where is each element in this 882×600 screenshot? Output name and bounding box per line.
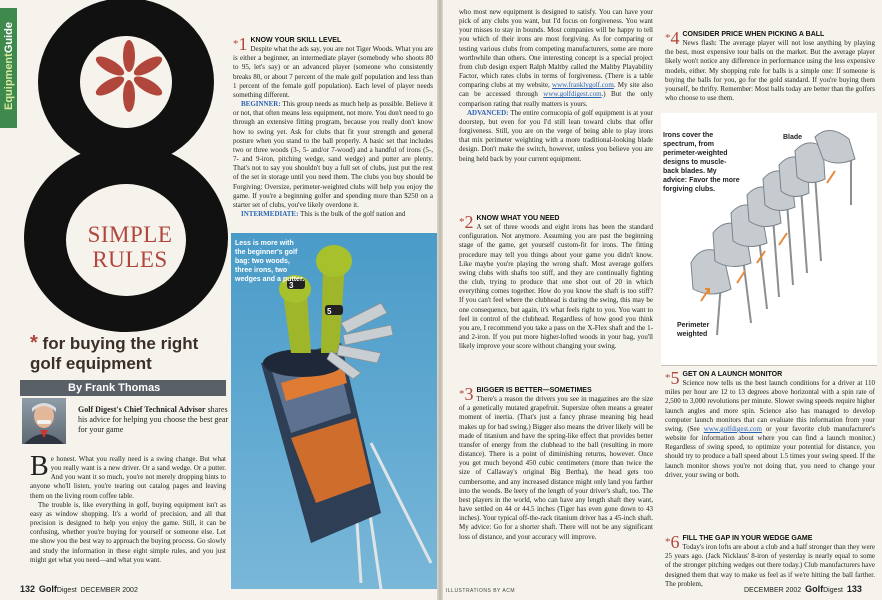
label-perimeter-weighted: Perimeter weighted [677, 322, 710, 338]
footer-left: 132 GolfDigest DECEMBER 2002 [20, 584, 138, 594]
rule-5: *5 GET ON A LAUNCH MONITOR Science now tells us the best launch conditions for a driver at 110 miles per hour are 12 to 13 degrees above horizontal with a spin rate of 2,500 to 3,000 revolutions per minute. Slower swing speeds require higher launch angles and more spin. Science also has managed to develop computer launch monitors that can evaluate this information from your swing. (See www.golfdigest.com or your favorite club manufacturer's website for information about where you can find a launch monitor.) Regardless of swing speed, to optimize your potential for distance, you should try to produce a ball speed about 1.5 times your swing speed. If the launch monitor shows you're not doing that, you need to change your driver, your swing or both. [665, 368, 876, 479]
author-portrait [22, 398, 66, 444]
link-golfdigest[interactable]: www.golfdigest.com [543, 90, 602, 99]
label-blade: Blade [783, 134, 803, 141]
equipment-guide-label: EquipmentGuide [3, 22, 15, 111]
big-eight-numeral [18, 0, 233, 334]
wood-label-3: 3 [289, 281, 294, 290]
illustration-credit: ILLUSTRATIONS BY ACM [446, 588, 515, 594]
link-franklygolf[interactable]: www.franklygolf.com [552, 81, 614, 90]
intro-text: Be honest. What you really need is a swing change. But what you really want is a new driver. Or a sand wedge. Or a putter. And you want it so much, you're not merely dropping hints to anyone who'll listen, you're tearing out catalog pages and leaving them on the living room coffee table. The trouble is, like everything in golf, buying equipment isn't as easy as window shopping. It's a world of precision, and all that precision is designed to help you enjoy the game. Still, it can be confusing, whether you're buying for yourself or someone else. Let me show you the best way to approach the buying process. Go slowly and study the information in these eight simple rules, and you just might get what you need—and what you want. [30, 451, 226, 564]
link-golfdigest-2[interactable]: www.golfdigest.com [703, 424, 762, 433]
page-gutter [437, 0, 443, 600]
headline: * for buying the right golf equipment [30, 332, 199, 373]
rule-1-continued: who most new equipment is designed to satisfy. You can have your pick of any clubs you want, but I'd focus on forgiveness. You want your misses to stay in bounds. Most companies will be happy to tell you which of their irons are most forgiving. As for comparing or testing various clubs from competing manufacturers, some are more worthwhile than others. One interesting concept is a special project from club design expert Ralph Maltby called the Maltby Playability Factor, which rates clubs in terms of forgiveness. (There is a table comparing clubs at my website, www.franklygolf.com. My site also can be accessed through www.golfdigest.com.) But the only comparison rating that really matters is yours. ADVANCED: The entire cornucopia of golf equipment is at your doorstep, but even for you I'd still lean toward clubs that offer forgiveness. Still, you are on the verge of being able to play irons that mix perimeter weighting with a more traditional-looking blade design. Don't make the switch, however, unless you believe you are being held back by your current equipment. [459, 8, 654, 163]
rule-6: *6 FILL THE GAP IN YOUR WEDGE GAME Today's iron lofts are about a club and a half stronger than they were 25 years ago. (Jack Nicklaus' 8-iron of yesterday is nearly equal to some of the stronger pitching wedges out there today.) Club manufacturers have designed them that way to make us feel as if we're hitting the ball farther. The problem, [665, 532, 875, 588]
rule-1: *1 KNOW YOUR SKILL LEVEL Despite what the ads say, you are not Tiger Woods. What you are is either a beginner, an intermediate player (somebody who shoots 80 to 95, let's say) or an advanced player (someone who consistently breaks 80, or about 7 percent of the male golf population and less than 1 percent of the female golf population). Each level of player needs something different. BEGINNER: This group needs as much help as possible. Believe it or not, that often means less equipment, not more. You don't need to go through an extensive fitting program, because you really don't know how to swing yet. Ask for clubs that fit your strength and general posture when you stand to the ball properly. A basic set that includes two or three woods (3-, 5- and/or 7-wood) and a handful of irons (5-, 7- and 9-iron, pitching wedge, sand wedge) and putter are plenty. That's not to say you shouldn't buy a full set of clubs, just put the rest of the set in storage until you need them. The clubs you buy should be Forgiving: Oversize, perimeter-weighted clubs will help you enjoy the game. If you're a beginning golfer and spending more than $250 on a starter set of clubs, you've likely overdone it. INTERMEDIATE: This is the bulk of the golf nation and [233, 34, 434, 218]
byline: By Frank Thomas [20, 380, 226, 396]
rule-2: *2 KNOW WHAT YOU NEED A set of three woods and eight irons has been the standard configuration. Not anymore. Assuming you are past the beginning stage of the game, get yourself custom-fit for irons. The fitting procedure may tell you things about your game you didn't know. Like maybe you're playing the wrong shaft. Most average golfers swing clubs with shafts too stiff, and they are continually fighting the club, trying to produce that one shot out of 20 in which everything comes together. How do you know the shaft is too stiff? If you can't feel where the clubhead is during the swing, this may be one consequence, but again, it's what feels right to you. You want to feel in control of the clubhead. Regardless of how good you think you are, I recommend you take a pass on the X-Flex shaft and the 1- and 2-iron. If you put more higher-lofted woods in your bag, you'll likely improve your score without changing your swing. [459, 212, 653, 351]
fairway-wood-head-2 [316, 245, 352, 277]
iron-spectrum-graphic [661, 113, 877, 366]
rule-4: *4 CONSIDER PRICE WHEN PICKING A BALL News flash: The average player will not lose anything by playing the best, most expensive tour balls on the market. But the average player likely won't notice any difference in performance using the less expensive models, either. My shopping rule for balls is a simple one: If someone is buying the balls for you, go for the gold standard. If you're buying them yourself, be thrifty. Remember: Most balls today are better than the golfers who choose to use them. [665, 28, 875, 103]
golf-bag-photo [231, 233, 437, 589]
iron-graphic-caption: Irons cover the spectrum, from perimeter-weighted designs to muscle-back blades. My advice: Favor the more forgiving clubs. [663, 132, 740, 193]
photo-caption: Less is more with the beginner's golf bag: two woods, three irons, two wedges and a putter. [235, 240, 305, 283]
author-bio: Golf Digest's Chief Technical Advisor shares his advice for helping you choose the best gear for your game [78, 405, 229, 434]
wood-label-5: 5 [327, 307, 332, 316]
rule-3: *3 BIGGER IS BETTER—SOMETIMES There's a reason the drivers you see in magazines are the size of a genetically mutated grapefruit. Supersize often means a greater moment of inertia. (That's just a fancy phrase meaning big head makes up for bad swing.) Bigger also means the driver likely will be made of titanium and have the spring-like effect that provides better transfer of energy from the clubhead to the ball (resulting in more distance). There is a point of diminishing returns, however. Once you get much beyond 450 cubic centimeters (more than twice the size of Callaway's original Big Bertha), the head gets too cumbersome, and any increased distance might only land you farther into the woods. Be leery of the length of your driver's shaft, too. The best players in the world, who can have any length shaft they want, have settled on 44 or 44.5 inches (Tiger has even gone down to 43 inches). Your typical off-the-rack titanium driver has a 45-inch shaft. My advice: Go for a shorter shaft. There will not be any significant loss of distance, and your accuracy will improve. [459, 384, 653, 541]
rule-number: *1 [233, 34, 248, 54]
footer-right: DECEMBER 2002 GolfDigest 133 [744, 584, 862, 594]
title-simple-rules: SIMPLE RULES [87, 222, 173, 272]
equipment-guide-tab [0, 8, 17, 128]
